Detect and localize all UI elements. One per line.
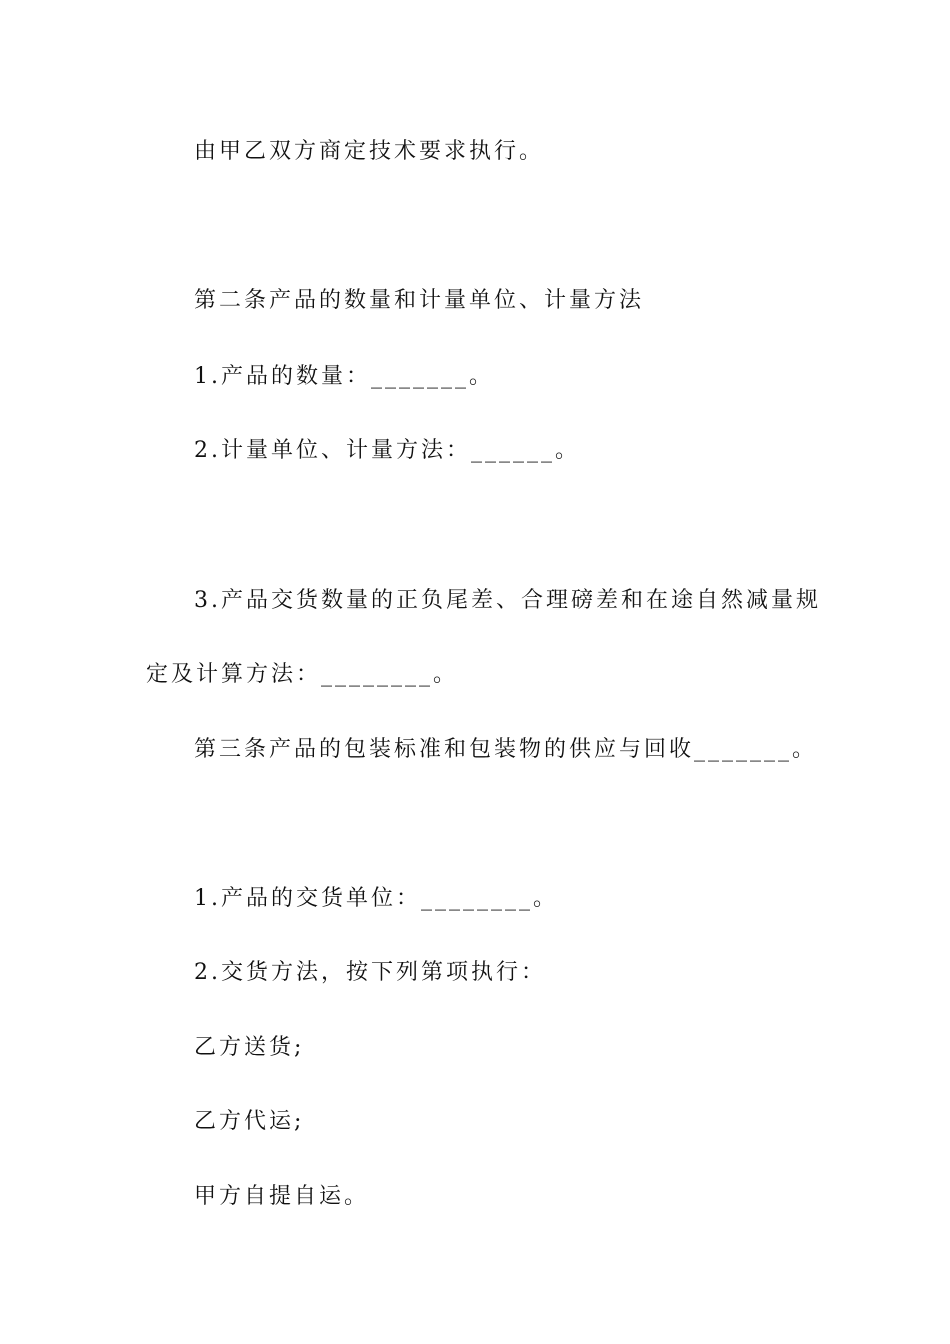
clause-delivery-tolerance-line-2: 定及计算方法：________。	[146, 662, 459, 687]
article-3-heading: 第三条产品的包装标准和包装物的供应与回收_______。	[194, 737, 818, 762]
option-seller-shipping: 乙方代运;	[194, 1109, 305, 1134]
clause-product-quantity: 1.产品的数量：_______。	[194, 364, 494, 389]
clause-delivery-unit: 1.产品的交货单位：________。	[194, 886, 558, 911]
article-2-heading: 第二条产品的数量和计量单位、计量方法	[194, 288, 645, 313]
clause-measurement-unit-method: 2.计量单位、计量方法：______。	[194, 438, 580, 463]
option-buyer-pickup: 甲方自提自运。	[194, 1184, 370, 1209]
clause-delivery-method: 2.交货方法，按下列第项执行：	[194, 960, 546, 985]
clause-delivery-tolerance-line-1: 3.产品交货数量的正负尾差、合理磅差和在途自然减量规	[194, 588, 821, 613]
paragraph-technical-requirements: 由甲乙双方商定技术要求执行。	[194, 139, 545, 164]
option-seller-delivery: 乙方送货;	[194, 1035, 305, 1060]
